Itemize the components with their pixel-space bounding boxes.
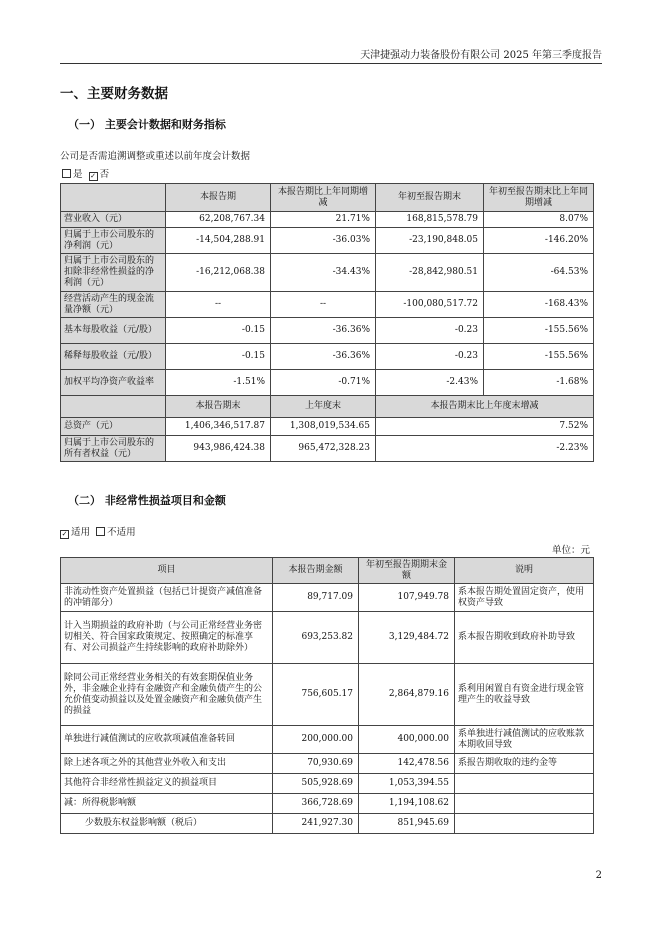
table-row [61, 774, 594, 794]
report-header-title: 天津捷强动力装备股份有限公司 2025 年第三季度报告 [360, 50, 602, 61]
cell: -64.53% [484, 254, 594, 292]
cell: -0.23 [376, 344, 484, 370]
cell: -1.68% [484, 370, 594, 396]
header-divider [60, 63, 602, 64]
cell: -0.15 [166, 344, 271, 370]
cell: -0.15 [166, 318, 271, 344]
cell: 70,930.69 [273, 754, 359, 774]
table-header-row-2 [61, 396, 594, 418]
cell: -0.23 [376, 318, 484, 344]
header-cell: 本报告期金额 [273, 558, 359, 584]
header-cell: 说明 [455, 558, 594, 584]
cell: -28,842,980.51 [376, 254, 484, 292]
cell: 943,986,424.38 [166, 436, 271, 462]
cell: 142,478.56 [359, 754, 455, 774]
cell: 693,253.82 [273, 612, 359, 664]
key-financial-data-table [60, 183, 594, 462]
option-na-label: 不适用 [107, 527, 136, 538]
cell: 756,605.17 [273, 664, 359, 726]
cell: -- [271, 292, 376, 318]
cell: 89,717.09 [273, 584, 359, 612]
table-row [61, 228, 594, 254]
cell: -0.71% [271, 370, 376, 396]
table-row [61, 436, 594, 462]
cell: 505,928.69 [273, 774, 359, 794]
table-row [61, 612, 594, 664]
cell-note: 系本报告期处置固定资产，使用权资产导致 [455, 584, 594, 612]
cell: 200,000.00 [273, 726, 359, 754]
row-label: 基本每股收益（元/股） [61, 318, 166, 344]
subsection-title-2: （二） 非经常性损益项目和金额 [68, 494, 226, 507]
row-label: 稀释每股收益（元/股） [61, 344, 166, 370]
row-label: 归属于上市公司股东的扣除非经常性损益的净利润（元） [61, 254, 166, 292]
cell: -14,504,288.91 [166, 228, 271, 254]
cell: 965,472,328.23 [271, 436, 376, 462]
cell: -- [166, 292, 271, 318]
header-cell: 本报告期末比上年度末增减 [376, 396, 594, 418]
cell: 1,194,108.62 [359, 794, 455, 814]
cell: 8.07% [484, 212, 594, 228]
cell: 400,000.00 [359, 726, 455, 754]
cell: -168.43% [484, 292, 594, 318]
item-label: 计入当期损益的政府补助（与公司正常经营业务密切相关、符合国家政策规定、按照确定的标准享有、对公司损益产生持续影响的政府补助除外） [61, 612, 273, 664]
table-row [61, 318, 594, 344]
table-header-row [61, 184, 594, 212]
table-row [61, 726, 594, 754]
cell: 1,406,346,517.87 [166, 418, 271, 436]
cell: -34.43% [271, 254, 376, 292]
header-cell: 本报告期末 [166, 396, 271, 418]
item-label: 单独进行减值测试的应收款项减值准备转回 [61, 726, 273, 754]
unit-label: 单位：元 [551, 545, 590, 556]
cell: -16,212,068.38 [166, 254, 271, 292]
option-apply-label: 适用 [71, 527, 91, 538]
cell: 2,864,879.16 [359, 664, 455, 726]
restate-question: 公司是否需追溯调整或重述以前年度会计数据 [60, 151, 251, 162]
row-label: 总资产（元） [61, 418, 166, 436]
table-row [61, 370, 594, 396]
applicable-options [60, 524, 136, 539]
cell: -1.51% [166, 370, 271, 396]
header-cell [61, 184, 166, 212]
cell-note [455, 774, 594, 794]
cell: 366,728.69 [273, 794, 359, 814]
item-label: 除同公司正常经营业务相关的有效套期保值业务外，非金融企业持有金融资产和金融负债产生的公允价值变动损益以及处置金融资产和金融负债产生的损益 [61, 664, 273, 726]
header-cell [61, 396, 166, 418]
cell: 107,949.78 [359, 584, 455, 612]
header-cell: 年初至报告期期末金额 [359, 558, 455, 584]
item-label: 非流动性资产处置损益（包括已计提资产减值准备的冲销部分） [61, 584, 273, 612]
item-label: 少数股东权益影响额（税后） [61, 814, 273, 834]
cell: 62,208,767.34 [166, 212, 271, 228]
cell-note [455, 794, 594, 814]
cell: -2.43% [376, 370, 484, 396]
header-cell: 本报告期比上年同期增减 [271, 184, 376, 212]
cell: -23,190,848.05 [376, 228, 484, 254]
header-cell: 年初至报告期末 [376, 184, 484, 212]
row-label: 归属于上市公司股东的所有者权益（元） [61, 436, 166, 462]
row-label: 营业收入（元） [61, 212, 166, 228]
cell: 21.71% [271, 212, 376, 228]
table-row [61, 344, 594, 370]
option-no-label: 否 [99, 169, 110, 180]
checkbox-apply-checked[interactable]: ✓ [61, 530, 68, 538]
non-recurring-items-table [60, 557, 594, 834]
cell: 241,927.30 [273, 814, 359, 834]
item-label: 其他符合非经常性损益定义的损益项目 [61, 774, 273, 794]
cell: -36.03% [271, 228, 376, 254]
header-cell: 本报告期 [166, 184, 271, 212]
cell-note [455, 814, 594, 834]
table-row [61, 664, 594, 726]
cell-note: 系单独进行减值测试的应收账款本期收回导致 [455, 726, 594, 754]
header-cell: 年初至报告期末比上年同期增减 [484, 184, 594, 212]
cell: -100,080,517.72 [376, 292, 484, 318]
page-number: 2 [595, 870, 602, 881]
subsection-title-1: （一） 主要会计数据和财务指标 [68, 118, 226, 131]
table-row [61, 254, 594, 292]
table-header-row [61, 558, 594, 584]
table-row [61, 754, 594, 774]
cell: 168,815,578.79 [376, 212, 484, 228]
cell-note: 系报告期收取的违约金等 [455, 754, 594, 774]
item-label: 除上述各项之外的其他营业外收入和支出 [61, 754, 273, 774]
table-row [61, 584, 594, 612]
header-cell: 上年度末 [271, 396, 376, 418]
section-title: 一、主要财务数据 [60, 86, 168, 102]
cell: 3,129,484.72 [359, 612, 455, 664]
row-label: 经营活动产生的现金流量净额（元） [61, 292, 166, 318]
row-label: 归属于上市公司股东的净利润（元） [61, 228, 166, 254]
row-label: 加权平均净资产收益率 [61, 370, 166, 396]
table-row [61, 814, 594, 834]
table-row [61, 292, 594, 318]
cell: 7.52% [376, 418, 594, 436]
checkbox-yes[interactable] [62, 169, 71, 178]
cell: -146.20% [484, 228, 594, 254]
item-label: 减：所得税影响额 [61, 794, 273, 814]
checkbox-na[interactable] [96, 527, 105, 536]
table-row [61, 212, 594, 228]
table-row [61, 794, 594, 814]
cell: -2.23% [376, 436, 594, 462]
cell: -36.36% [271, 344, 376, 370]
cell: 851,945.69 [359, 814, 455, 834]
option-yes-label: 是 [73, 169, 83, 180]
cell: 1,053,394.55 [359, 774, 455, 794]
cell: -155.56% [484, 318, 594, 344]
cell: -36.36% [271, 318, 376, 344]
cell: 1,308,019,534.65 [271, 418, 376, 436]
cell-note: 系本报告期收到政府补助导致 [455, 612, 594, 664]
header-cell: 项目 [61, 558, 273, 584]
restate-options [62, 166, 109, 181]
cell: -155.56% [484, 344, 594, 370]
table-row [61, 418, 594, 436]
checkbox-no-checked[interactable]: ✓ [90, 172, 96, 180]
cell-note: 系利用闲置自有资金进行现金管理产生的收益导致 [455, 664, 594, 726]
